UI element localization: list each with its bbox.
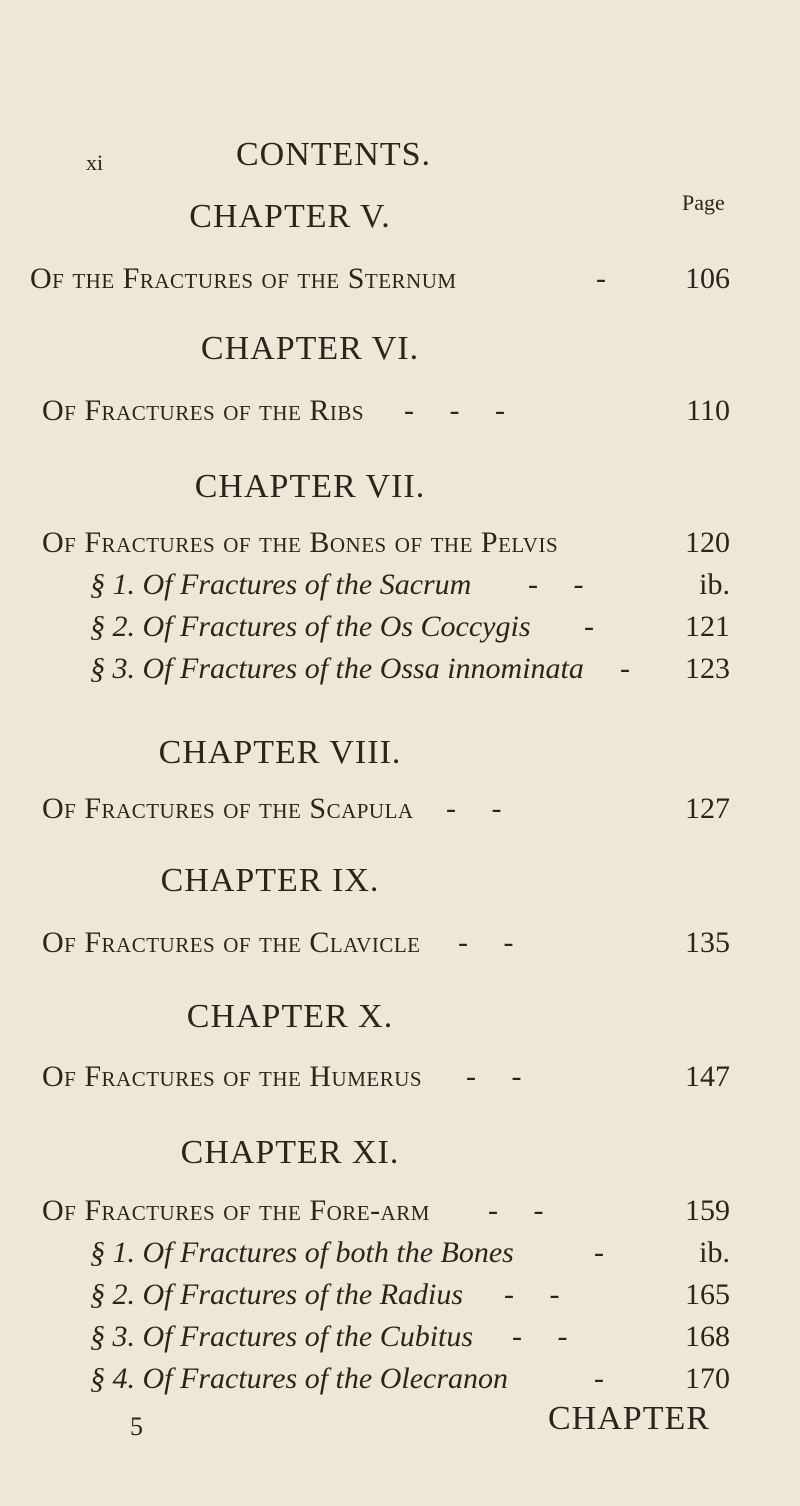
signature-mark: 5: [130, 1412, 143, 1441]
toc-leader: - -: [512, 1320, 582, 1353]
chapter-heading-v: CHAPTER V.: [189, 198, 391, 235]
toc-entry-page: 110: [686, 394, 730, 427]
toc-leader: - -: [458, 926, 528, 959]
toc-section-page: 121: [685, 610, 730, 643]
toc-section-page: 123: [685, 652, 730, 685]
toc-section-title: § 3. Of Fractures of the Cubitus: [90, 1320, 474, 1353]
toc-entry-page: 135: [685, 926, 730, 959]
chapter-heading-vii: CHAPTER VII.: [194, 468, 426, 505]
toc-section-page: ib.: [699, 568, 730, 601]
toc-entry-page: 159: [685, 1194, 730, 1227]
toc-entry-page: 106: [685, 262, 730, 295]
toc-section-page: 168: [685, 1320, 730, 1353]
chapter-heading-viii: CHAPTER VIII.: [158, 734, 402, 771]
toc-section-title: § 1. Of Fractures of the Sacrum: [90, 568, 472, 601]
toc-entry-title: Of Fractures of the Scapula: [42, 792, 414, 825]
toc-section-title: § 1. Of Fractures of both the Bones: [90, 1236, 514, 1269]
toc-section-page: ib.: [699, 1236, 730, 1269]
chapter-heading-xi: CHAPTER XI.: [180, 1134, 400, 1171]
toc-leader: -: [594, 1362, 618, 1395]
toc-leader: - -: [528, 568, 598, 601]
chapter-heading-x: CHAPTER X.: [186, 998, 394, 1035]
toc-entry-title: Of the Fractures of the Sternum: [30, 262, 457, 295]
toc-section-page: 170: [685, 1362, 730, 1395]
toc-leader: -: [620, 652, 644, 685]
folio-mark: xi: [86, 150, 104, 175]
toc-leader: - -: [488, 1194, 558, 1227]
toc-section-title: § 2. Of Fractures of the Os Coccygis: [90, 610, 531, 643]
toc-leader: - -: [446, 792, 516, 825]
chapter-heading-vi: CHAPTER VI.: [200, 330, 420, 367]
toc-section-title: § 2. Of Fractures of the Radius: [90, 1278, 464, 1311]
page-column-label: Page: [682, 190, 725, 215]
toc-entry-title: Of Fractures of the Bones of the Pelvis: [42, 526, 559, 559]
toc-section-title: § 4. Of Fractures of the Olecranon: [90, 1362, 508, 1395]
catchword: CHAPTER: [548, 1400, 710, 1437]
toc-entry-page: 120: [685, 526, 730, 559]
toc-leader: - - -: [404, 394, 519, 427]
chapter-heading-ix: CHAPTER IX.: [160, 862, 380, 899]
toc-entry-title: Of Fractures of the Ribs: [42, 394, 365, 427]
toc-entry-title: Of Fractures of the Fore-arm: [42, 1194, 430, 1227]
toc-entry-page: 127: [685, 792, 730, 825]
toc-section-page: 165: [685, 1278, 730, 1311]
toc-leader: - -: [504, 1278, 574, 1311]
toc-section-title: § 3. Of Fractures of the Ossa innominata: [90, 652, 584, 685]
toc-entry-title: Of Fractures of the Humerus: [42, 1060, 423, 1093]
toc-entry-page: 147: [685, 1060, 730, 1093]
toc-leader: - -: [466, 1060, 536, 1093]
running-head: CONTENTS.: [236, 136, 432, 173]
toc-leader: -: [584, 610, 608, 643]
toc-leader: -: [594, 1236, 618, 1269]
toc-entry-title: Of Fractures of the Clavicle: [42, 926, 421, 959]
toc-leader: -: [596, 262, 620, 295]
